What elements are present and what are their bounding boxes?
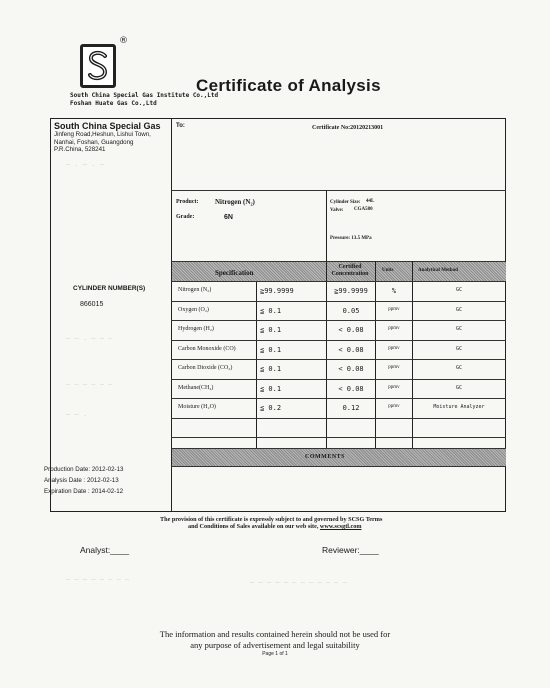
spec-header-concentration: Certified Concentration xyxy=(331,264,369,277)
spec-header-units: Units xyxy=(382,268,394,273)
spec-row-value: 0.12 xyxy=(342,404,360,412)
spec-row-component: Oxygen (O₂) xyxy=(178,306,209,313)
spec-row-method: GC xyxy=(455,287,463,293)
provision-line-2: and Conditions of Sales available on our web site, www.scsgtl.com xyxy=(188,523,362,530)
pressure: Pressure: 13.5 MPa xyxy=(330,236,372,241)
grade-label: Grade: xyxy=(176,214,195,220)
spec-row-value: < 0.08 xyxy=(338,345,364,354)
spec-row-component: Methane(CH₄) xyxy=(178,384,214,391)
spec-row-value: < 0.08 xyxy=(338,326,364,334)
spec-row-unit: ppmv xyxy=(388,365,400,370)
spec-row-value: < 0.08 xyxy=(338,365,364,373)
spec-row-value: < 0.08 xyxy=(338,384,364,393)
registered-mark: ® xyxy=(119,36,128,46)
spec-row-spec: ≦ 0.1 xyxy=(260,345,282,354)
production-date: Production Date: 2012-02-13 xyxy=(44,466,124,473)
valve-label: Valve: xyxy=(330,208,344,213)
cylinder-number-value: 866015 xyxy=(80,301,104,308)
s-letter-logo-icon xyxy=(80,44,116,88)
spec-row-unit: ppmv xyxy=(388,345,400,351)
spec-row-value: 0.05 xyxy=(342,306,360,315)
cylinder-size-label: Cylinder Size: xyxy=(330,200,361,205)
cylinder-number-label: CYLINDER NUMBER(S) xyxy=(73,285,146,292)
company-name-en-2: Foshan Huate Gas Co.,Ltd xyxy=(70,100,157,107)
cylinder-size-value: 44L xyxy=(366,199,375,204)
to-divider xyxy=(171,190,506,191)
spec-header-method: Analytical Method xyxy=(418,268,458,273)
spec-row-component: Carbon Monoxide (CO) xyxy=(178,345,236,352)
spec-row-spec: ≧99.9999 xyxy=(260,287,294,295)
expiration-date: Expiration Date : 2014-02-12 xyxy=(44,488,124,495)
spec-row-value: ≧99.9999 xyxy=(334,287,368,295)
spec-row-spec: ≦ 0.1 xyxy=(260,326,282,334)
spec-row-unit: ppmv xyxy=(388,404,400,409)
provision-line-1: The provision of this certificate is expressly subject to and governed by SCSG Terms xyxy=(160,516,383,523)
spec-row-method: GC xyxy=(455,326,463,332)
page-number: Page 1 of 1 xyxy=(262,651,288,657)
spec-row-spec: ≦ 0.1 xyxy=(260,306,282,315)
spec-row-method: Moisture Analyzer xyxy=(433,404,485,410)
spec-row-component: Moisture (H₂O) xyxy=(178,404,216,410)
spec-row-spec: ≦ 0.1 xyxy=(260,365,282,373)
spec-row-component: Carbon Dioxide (CO₂) xyxy=(178,365,233,371)
spec-row-spec: ≦ 0.2 xyxy=(260,404,282,412)
spec-row-spec: ≦ 0.1 xyxy=(260,384,282,393)
to-label: To: xyxy=(176,123,185,129)
left-address: Jinfeng Road,Heshun, Lishui Town, Nanhai, Foshan, Guangdong P.R.China, 528241 xyxy=(54,131,151,154)
footer-line-2: any purpose of advertisement and legal suitability xyxy=(190,640,360,650)
comments-label: COMMENTS xyxy=(305,454,345,460)
spec-row-component: Nitrogen (N₂) xyxy=(178,287,212,293)
spec-row-unit: ppmv xyxy=(388,326,400,331)
product-value: Nitrogen (N₂) xyxy=(215,198,255,206)
spec-row-method: GC xyxy=(455,345,463,352)
page-title: Certificate of Analysis xyxy=(196,76,381,95)
grade-value: 6N xyxy=(224,214,233,221)
product-label: Product: xyxy=(176,199,199,205)
valve-value: CGA580 xyxy=(354,207,373,212)
company-name-en-1: South China Special Gas Institute Co.,Ltd xyxy=(70,92,219,99)
spec-row-method: GC xyxy=(455,306,463,313)
reviewer-signature: Reviewer:____ xyxy=(322,545,379,555)
analyst-signature: Analyst:____ xyxy=(80,545,130,555)
website-link[interactable]: www.scsgtl.com xyxy=(319,523,362,530)
spec-row-unit: ppmv xyxy=(388,384,400,390)
spec-header-specification: Specification xyxy=(215,269,254,277)
spec-row-component: Hydrogen (H₂) xyxy=(178,326,214,332)
analysis-date: Analysis Date : 2012-02-13 xyxy=(44,477,119,484)
certificate-number: Certificate No:20120213001 xyxy=(312,125,384,131)
footer-line-1: The information and results contained herein should not be used for xyxy=(159,629,391,639)
product-divider xyxy=(326,190,327,261)
spec-row-unit: ppmv xyxy=(388,306,400,312)
spec-row-method: GC xyxy=(455,365,463,371)
left-company-name: South China Special Gas xyxy=(54,121,161,131)
spec-row-method: GC xyxy=(455,384,463,391)
spec-row-unit: % xyxy=(391,287,397,295)
